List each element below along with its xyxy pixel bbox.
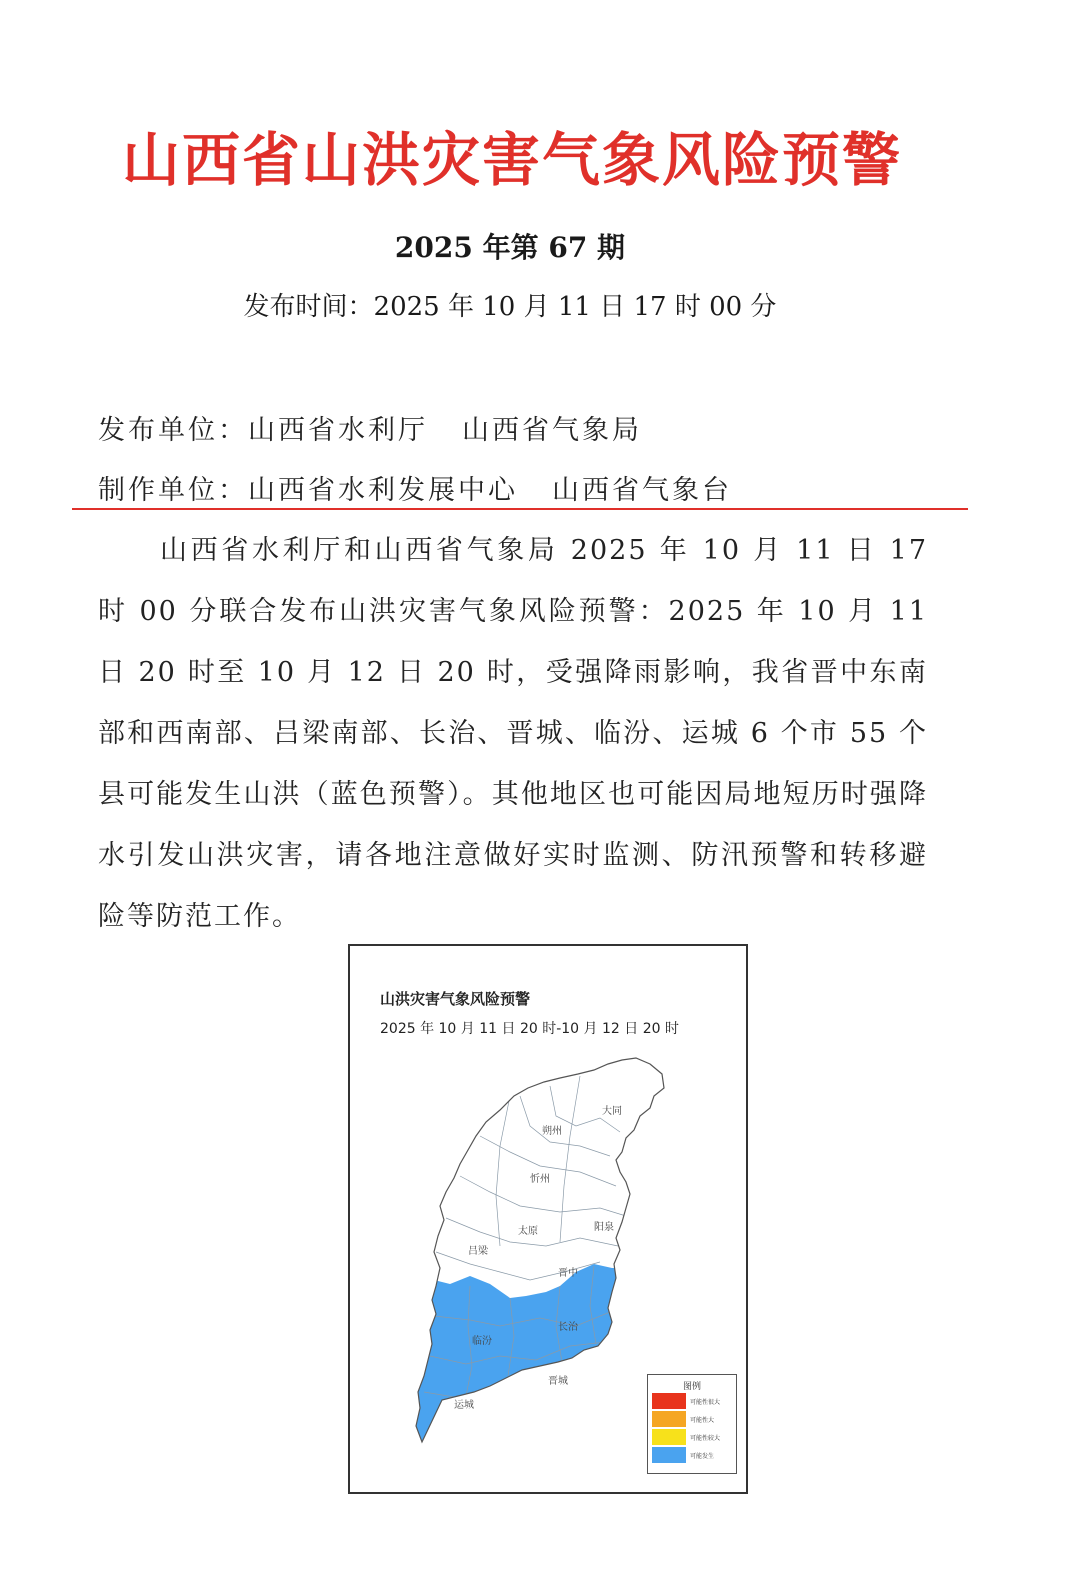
city-label-lvliang: 吕梁 bbox=[468, 1246, 488, 1257]
city-label-yangquan: 阳泉 bbox=[594, 1222, 614, 1233]
legend-title: 图例 bbox=[682, 1382, 701, 1392]
publisher-name-1: 山西省水利厅 bbox=[248, 415, 428, 446]
warning-body-text: 山西省水利厅和山西省气象局 2025 年 10 月 11 日 17 时 00 分联合发布山洪灾害气象风险预警：2025 年 10 月 11 日 20 时至 10 月 12 日 20 时，受强降雨影响，我省晋中东南部和西南部、吕梁南部、长治、晋城、临汾、运城 6 个市 55 个县可能发生山洪（蓝色预警）。其他地区也可能因局地短历时强降水引发山洪灾害，请各地注意做好实时监测、防汛预警和转移避险等防范工作。 bbox=[98, 535, 928, 932]
city-label-datong: 大同 bbox=[602, 1106, 622, 1117]
document-title: 山西省山洪灾害气象风险预警 bbox=[121, 126, 902, 194]
producer-line bbox=[98, 468, 732, 507]
publish-time: 发布时间：2025 年 10 月 11 日 17 时 00 分 bbox=[243, 292, 777, 322]
legend-row-blue bbox=[652, 1446, 736, 1464]
legend-row-yellow bbox=[652, 1428, 736, 1446]
city-label-xinzhou: 忻州 bbox=[530, 1174, 550, 1185]
legend-row-red bbox=[652, 1392, 736, 1410]
legend-label-red: 可能性很大 bbox=[690, 1398, 721, 1406]
city-label-changzhi: 长治 bbox=[558, 1322, 578, 1333]
legend-label-yellow: 可能性较大 bbox=[690, 1434, 721, 1442]
no-warning-region bbox=[350, 946, 746, 1246]
red-divider bbox=[72, 508, 968, 510]
map-legend bbox=[647, 1374, 737, 1474]
publisher-line bbox=[98, 408, 642, 447]
city-label-yuncheng: 运城 bbox=[454, 1400, 474, 1411]
legend-swatch-blue bbox=[652, 1447, 686, 1463]
city-label-jincheng: 晋城 bbox=[548, 1376, 568, 1387]
legend-row-orange bbox=[652, 1410, 736, 1428]
legend-swatch-red bbox=[652, 1393, 686, 1409]
producer-label: 制作单位： bbox=[98, 475, 248, 506]
issue-number: 2025 年第 67 期 bbox=[394, 231, 626, 264]
legend-label-blue: 可能发生 bbox=[690, 1452, 715, 1460]
legend-label-orange: 可能性大 bbox=[690, 1416, 715, 1424]
map-subtitle: 2025 年 10 月 11 日 20 时-10 月 12 日 20 时 bbox=[380, 1021, 679, 1037]
city-label-taiyuan: 太原 bbox=[518, 1226, 538, 1237]
city-label-jinzhong: 晋中 bbox=[558, 1268, 578, 1279]
publisher-name-2: 山西省气象局 bbox=[462, 415, 642, 446]
legend-swatch-orange bbox=[652, 1411, 686, 1427]
legend-swatch-yellow bbox=[652, 1429, 686, 1445]
warning-map bbox=[348, 944, 748, 1494]
map-title: 山洪灾害气象风险预警 bbox=[380, 990, 531, 1008]
city-label-shuozhou: 朔州 bbox=[542, 1126, 562, 1137]
producer-name-1: 山西省水利发展中心 bbox=[248, 475, 518, 506]
city-label-linfen: 临汾 bbox=[472, 1336, 492, 1347]
producer-name-2: 山西省气象台 bbox=[552, 475, 732, 506]
publisher-label: 发布单位： bbox=[98, 415, 248, 446]
